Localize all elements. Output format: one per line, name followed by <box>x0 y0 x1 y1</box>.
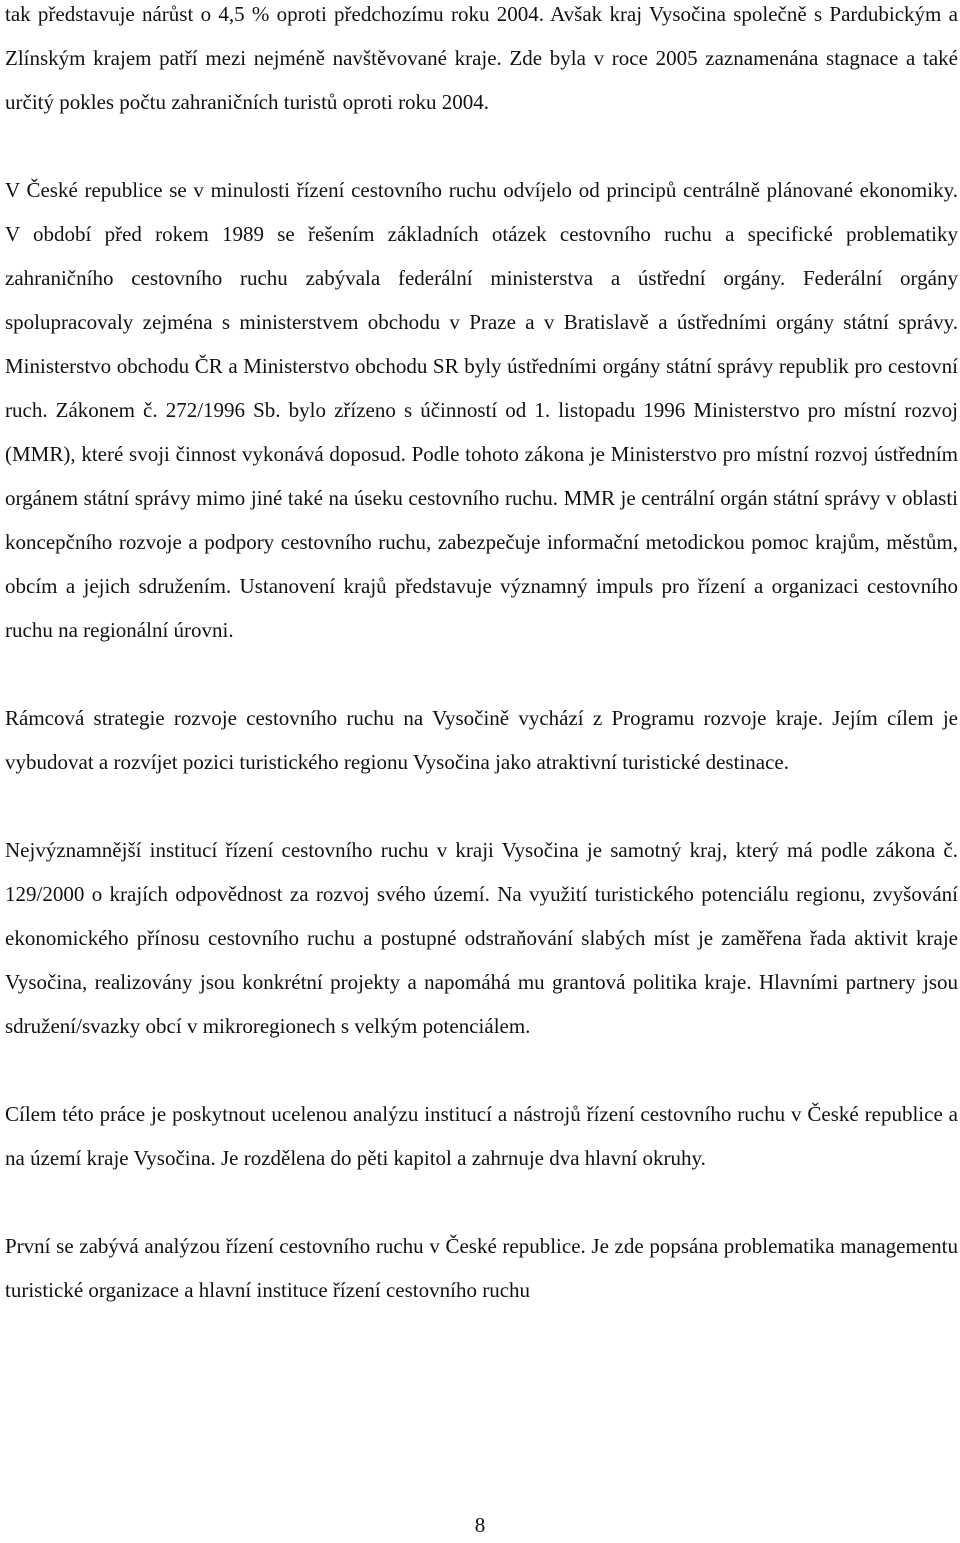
paragraph-first-chapter: První se zabývá analýzou řízení cestovního ruchu v České republice. Je zde popsána problematika managementu turistické organizace a hlavní instituce řízení cestovního ruchu <box>5 1234 958 1302</box>
paragraph-tourism-statistics: tak představuje nárůst o 4,5 % oproti předchozímu roku 2004. Avšak kraj Vysočina společně s Pardubickým a Zlínským krajem patří mezi nejméně navštěvované kraje. Zde byla v roce 2005 zaznamenána stagnace a také určitý pokles počtu zahraničních turistů oproti roku 2004. <box>5 2 958 114</box>
paragraph-regional-institution: Nejvýznamnější institucí řízení cestovního ruchu v kraji Vysočina je samotný kraj, který má podle zákona č. 129/2000 o krajích odpovědnost za rozvoj svého území. Na využití turistického potenciálu regionu, zvyšování ekonomického přínosu cestovního ruchu a postupné odstraňování slabých míst je zaměřena řada aktivit kraje Vysočina, realizovány jsou konkrétní projekty a napomáhá mu grantová politika kraje. Hlavními partnery jsou sdružení/svazky obcí v mikroregionech s velkým potenciálem. <box>5 838 958 1038</box>
paragraph-history-of-management: V České republice se v minulosti řízení cestovního ruchu odvíjelo od principů centrálně plánované ekonomiky. V období před rokem 1989 se řešením základních otázek cestovního ruchu a specifické problematiky zahraničního cestovního ruchu zabývala federální ministerstva a ústřední orgány. Federální orgány spolupracovaly zejména s ministerstvem obchodu v Praze a v Bratislavě a ústředními orgány státní správy. Ministerstvo obchodu ČR a Ministerstvo obchodu SR byly ústředními orgány státní správy republik pro cestovní ruch. Zákonem č. 272/1996 Sb. bylo zřízeno s účinností od 1. listopadu 1996 Ministerstvo pro místní rozvoj (MMR), které svoji činnost vykonává doposud. Podle tohoto zákona je Ministerstvo pro místní rozvoj ústředním orgánem státní správy mimo jiné také na úseku cestovního ruchu. MMR je centrální orgán státní správy v oblasti koncepčního rozvoje a podpory cestovního ruchu, zabezpečuje informační metodickou pomoc krajům, městům, obcím a jejich sdružením. Ustanovení krajů představuje významný impuls pro řízení a organizaci cestovního ruchu na regionální úrovni. <box>5 178 958 642</box>
page-number: 8 <box>474 1513 486 1537</box>
paragraph-framework-strategy: Rámcová strategie rozvoje cestovního ruchu na Vysočině vychází z Programu rozvoje kraje. Jejím cílem je vybudovat a rozvíjet pozici turistického regionu Vysočina jako atraktivní turistické destinace. <box>5 706 958 774</box>
document-page <box>5 0 958 1312</box>
paragraph-thesis-aim: Cílem této práce je poskytnout ucelenou analýzu institucí a nástrojů řízení cestovního ruchu v České republice a na území kraje Vysočina. Je rozdělena do pěti kapitol a zahrnuje dva hlavní okruhy. <box>5 1102 958 1170</box>
